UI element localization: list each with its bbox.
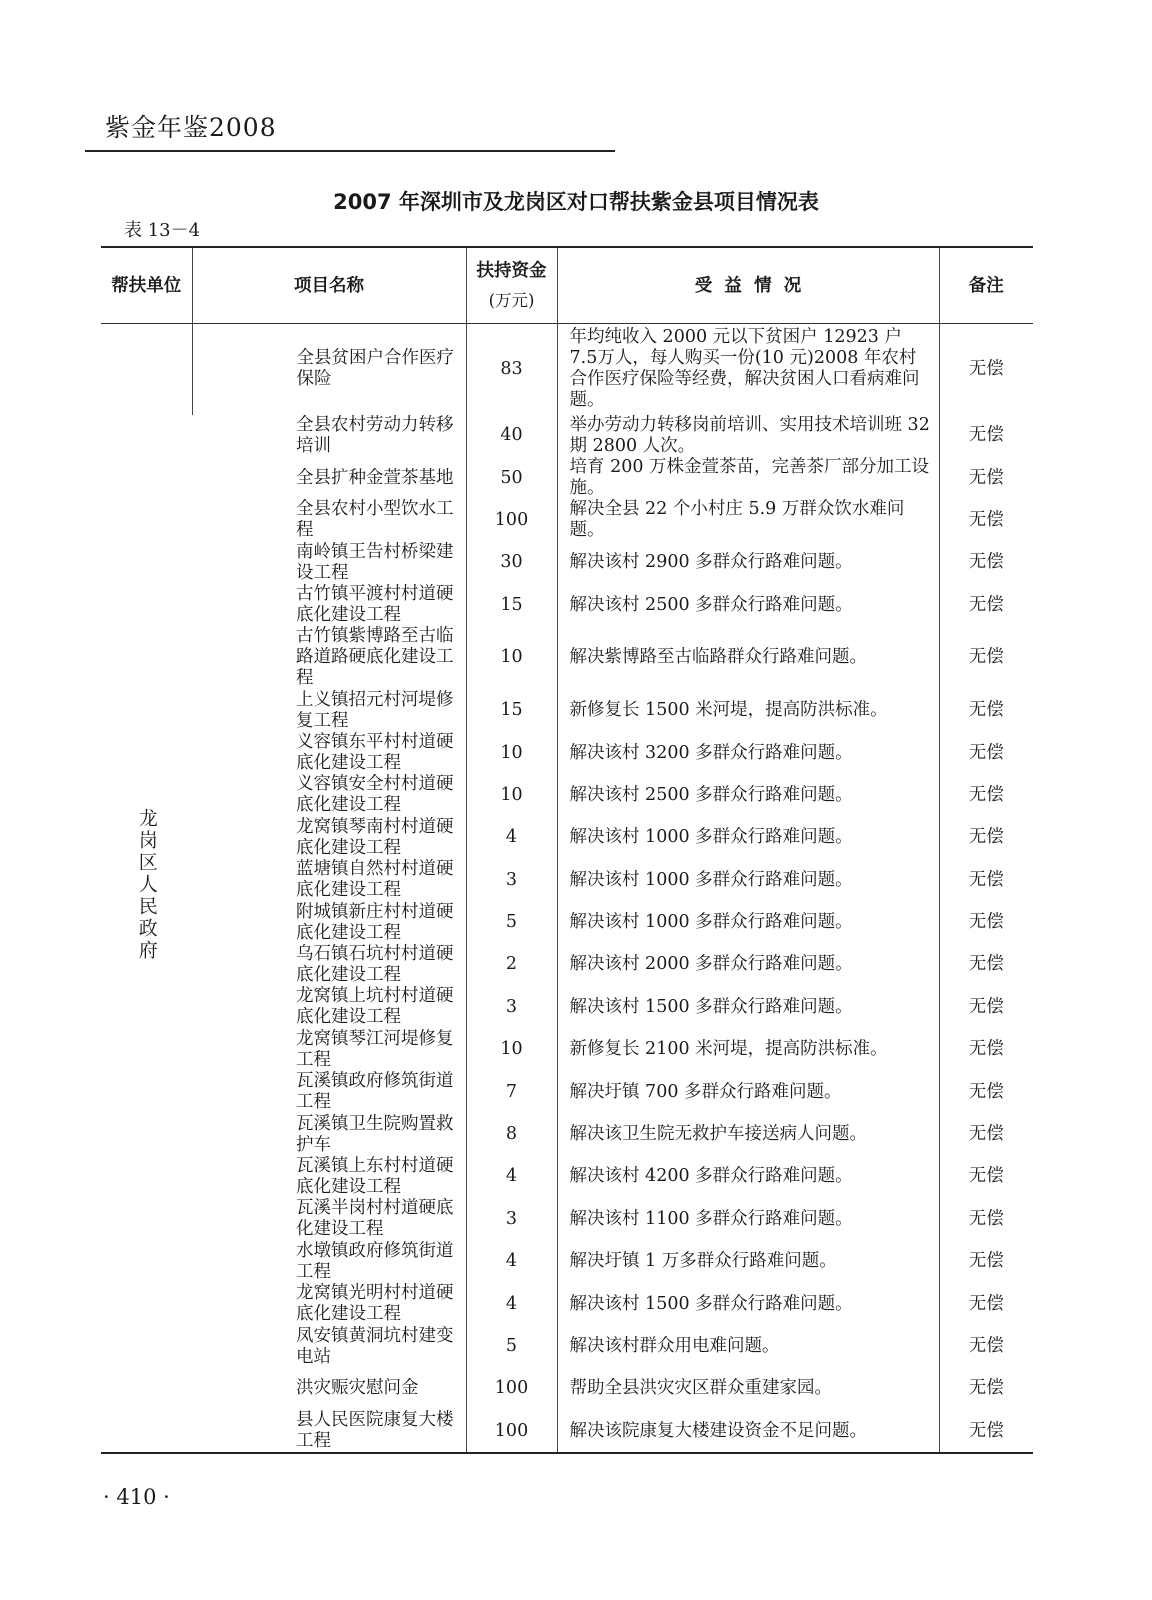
- project-name: 附城镇新庄村村道硬底化建设工程: [296, 901, 454, 943]
- project-name: 古竹镇紫博路至古临路道路硬底化建设工程: [296, 626, 454, 689]
- column-header-note: 备注: [939, 247, 1033, 324]
- note: 无偿: [939, 1325, 1033, 1367]
- fund-amount: 5: [466, 1325, 557, 1367]
- note: 无偿: [939, 457, 1033, 499]
- table-row: [101, 457, 1033, 499]
- project-name: 瓦溪镇卫生院购置救护车: [296, 1113, 454, 1155]
- project-name: 全县扩种金萱茶基地: [296, 467, 454, 488]
- fund-amount: 15: [466, 584, 557, 626]
- fund-amount: 10: [466, 774, 557, 816]
- table-row: [101, 986, 1033, 1028]
- project-name: 瓦溪半岗村村道硬底化建设工程: [296, 1198, 454, 1240]
- benefit-description: 解决该村 3200 多群众行路难问题。: [557, 732, 939, 774]
- fund-amount: 50: [466, 457, 557, 499]
- project-name: 全县农村小型饮水工程: [296, 499, 454, 541]
- benefit-description: 解决紫博路至古临路群众行路难问题。: [557, 626, 939, 689]
- table-row: [101, 1368, 1033, 1410]
- benefit-description: 解决该村 2900 多群众行路难问题。: [557, 542, 939, 584]
- column-header-name: 项目名称: [192, 247, 466, 324]
- note: 无偿: [939, 584, 1033, 626]
- fund-amount: 100: [466, 1368, 557, 1410]
- note: 无偿: [939, 542, 1033, 584]
- table-row: [101, 732, 1033, 774]
- header-rule: [85, 150, 615, 152]
- project-name: 瓦溪镇政府修筑街道工程: [296, 1071, 454, 1113]
- table-row: [101, 944, 1033, 986]
- project-name: 龙窝镇琴江河堤修复工程: [296, 1028, 454, 1070]
- note: 无偿: [939, 1410, 1033, 1453]
- fund-amount: 15: [466, 689, 557, 731]
- table-row: [101, 1029, 1033, 1071]
- project-name: 水墩镇政府修筑街道工程: [296, 1240, 454, 1282]
- project-name: 龙窝镇上坑村村道硬底化建设工程: [296, 986, 454, 1028]
- table-number: 表 13－4: [124, 220, 201, 241]
- fund-amount: 10: [466, 1029, 557, 1071]
- table-row: [101, 1071, 1033, 1113]
- table-row: [101, 901, 1033, 943]
- project-name: 县人民医院康复大楼工程: [296, 1410, 454, 1452]
- benefit-description: 解决该村群众用电难问题。: [557, 1325, 939, 1367]
- benefit-description: 解决该村 2500 多群众行路难问题。: [557, 584, 939, 626]
- note: 无偿: [939, 817, 1033, 859]
- column-header-fund-unit: (万元): [488, 290, 535, 310]
- note: 无偿: [939, 415, 1033, 457]
- note: 无偿: [939, 1198, 1033, 1240]
- fund-amount: 3: [466, 1198, 557, 1240]
- fund-amount: 7: [466, 1071, 557, 1113]
- benefit-description: 解决该村 1500 多群众行路难问题。: [557, 1283, 939, 1325]
- project-name: 洪灾赈灾慰问金: [296, 1378, 419, 1399]
- note: 无偿: [939, 732, 1033, 774]
- fund-amount: 83: [466, 324, 557, 415]
- benefit-description: 年均纯收入 2000 元以下贫困户 12923 户 7.5万人，每人购买一份(10 元)2008 年农村合作医疗保险等经费，解决贫困人口看病难问题。: [557, 324, 939, 415]
- table-row: [101, 1325, 1033, 1367]
- fund-amount: 5: [466, 901, 557, 943]
- fund-amount: 4: [466, 1156, 557, 1198]
- benefit-description: 解决该院康复大楼建设资金不足问题。: [557, 1410, 939, 1453]
- page-number: · 410 ·: [103, 1485, 170, 1509]
- project-name: 南岭镇王告村桥梁建设工程: [296, 541, 454, 583]
- running-head: 紫金年鉴2008: [105, 113, 277, 142]
- note: 无偿: [939, 1241, 1033, 1283]
- project-name: 古竹镇平渡村村道硬底化建设工程: [296, 584, 454, 626]
- note: 无偿: [939, 859, 1033, 901]
- fund-amount: 4: [466, 1241, 557, 1283]
- table-row: [101, 626, 1033, 689]
- project-name: 义容镇安全村村道硬底化建设工程: [296, 774, 454, 816]
- benefit-description: 解决该村 2500 多群众行路难问题。: [557, 774, 939, 816]
- project-name: 上义镇招元村河堤修复工程: [296, 689, 454, 731]
- table-row: [101, 1283, 1033, 1325]
- note: 无偿: [939, 1283, 1033, 1325]
- table-row: [101, 689, 1033, 731]
- fund-amount: 30: [466, 542, 557, 584]
- note: 无偿: [939, 499, 1033, 541]
- benefit-description: 解决该村 1000 多群众行路难问题。: [557, 817, 939, 859]
- project-name: 蓝塘镇自然村村道硬底化建设工程: [296, 859, 454, 901]
- fund-amount: 100: [466, 499, 557, 541]
- benefit-description: 解决该村 1000 多群众行路难问题。: [557, 901, 939, 943]
- table-row: [101, 774, 1033, 816]
- benefit-description: 帮助全县洪灾灾区群众重建家园。: [557, 1368, 939, 1410]
- project-name: 全县农村劳动力转移培训: [296, 414, 454, 456]
- table-row: [101, 817, 1033, 859]
- table-header-row: [101, 247, 1033, 324]
- table-row: [101, 1198, 1033, 1240]
- column-header-fund-label: 扶持资金: [476, 260, 547, 281]
- table-body: [101, 324, 1033, 1454]
- table-row: [101, 1156, 1033, 1198]
- project-name: 乌石镇石坑村村道硬底化建设工程: [296, 943, 454, 985]
- benefit-description: 解决圩镇 700 多群众行路难问题。: [557, 1071, 939, 1113]
- fund-amount: 100: [466, 1410, 557, 1453]
- table-row: [101, 1241, 1033, 1283]
- benefit-description: 解决该村 2000 多群众行路难问题。: [557, 944, 939, 986]
- fund-amount: 10: [466, 626, 557, 689]
- fund-amount: 10: [466, 732, 557, 774]
- benefit-description: 解决该村 4200 多群众行路难问题。: [557, 1156, 939, 1198]
- note: 无偿: [939, 324, 1033, 415]
- note: 无偿: [939, 626, 1033, 689]
- table-row: [101, 1410, 1033, 1453]
- note: 无偿: [939, 1156, 1033, 1198]
- project-name: 瓦溪镇上东村村道硬底化建设工程: [296, 1155, 454, 1197]
- support-unit-cell: [101, 324, 192, 1454]
- project-name: 全县贫困户合作医疗保险: [192, 324, 466, 415]
- project-name: 义容镇东平村村道硬底化建设工程: [296, 732, 454, 774]
- benefit-description: 解决该卫生院无救护车接送病人问题。: [557, 1113, 939, 1155]
- table-row: [101, 499, 1033, 541]
- benefit-description: 解决该村 1000 多群众行路难问题。: [557, 859, 939, 901]
- note: 无偿: [939, 689, 1033, 731]
- fund-amount: 4: [466, 817, 557, 859]
- table-row: [101, 1113, 1033, 1155]
- note: 无偿: [939, 944, 1033, 986]
- note: 无偿: [939, 1029, 1033, 1071]
- table-row: [101, 415, 1033, 457]
- benefit-description: 新修复长 2100 米河堤，提高防洪标准。: [557, 1029, 939, 1071]
- fund-amount: 4: [466, 1283, 557, 1325]
- project-table: [101, 246, 1033, 1454]
- project-name: 龙窝镇光明村村道硬底化建设工程: [296, 1283, 454, 1325]
- benefit-description: 培育 200 万株金萱茶苗，完善茶厂部分加工设施。: [557, 457, 939, 499]
- note: 无偿: [939, 986, 1033, 1028]
- table-row: [101, 542, 1033, 584]
- table-row: [101, 859, 1033, 901]
- table-title: 2007 年深圳市及龙岗区对口帮扶紫金县项目情况表: [333, 190, 819, 214]
- benefit-description: 解决该村 1100 多群众行路难问题。: [557, 1198, 939, 1240]
- benefit-description: 新修复长 1500 米河堤，提高防洪标准。: [557, 689, 939, 731]
- benefit-description: 解决圩镇 1 万多群众行路难问题。: [557, 1241, 939, 1283]
- benefit-description: 解决全县 22 个小村庄 5.9 万群众饮水难问题。: [557, 499, 939, 541]
- column-header-benefit: 受 益 情 况: [557, 247, 939, 324]
- note: 无偿: [939, 1113, 1033, 1155]
- fund-amount: 3: [466, 859, 557, 901]
- support-unit-label: 龙岗区人民政府: [135, 808, 158, 963]
- project-name: 龙窝镇琴南村村道硬底化建设工程: [296, 816, 454, 858]
- note: 无偿: [939, 774, 1033, 816]
- table-row: [101, 584, 1033, 626]
- note: 无偿: [939, 1368, 1033, 1410]
- column-header-fund: [466, 247, 557, 324]
- note: 无偿: [939, 1071, 1033, 1113]
- fund-amount: 3: [466, 986, 557, 1028]
- table-row: [101, 324, 1033, 415]
- note: 无偿: [939, 901, 1033, 943]
- fund-amount: 8: [466, 1113, 557, 1155]
- column-header-unit: 帮扶单位: [101, 247, 192, 324]
- fund-amount: 40: [466, 415, 557, 457]
- project-name: 凤安镇黄洞坑村建变电站: [296, 1325, 454, 1367]
- fund-amount: 2: [466, 944, 557, 986]
- benefit-description: 解决该村 1500 多群众行路难问题。: [557, 986, 939, 1028]
- benefit-description: 举办劳动力转移岗前培训、实用技术培训班 32 期 2800 人次。: [557, 415, 939, 457]
